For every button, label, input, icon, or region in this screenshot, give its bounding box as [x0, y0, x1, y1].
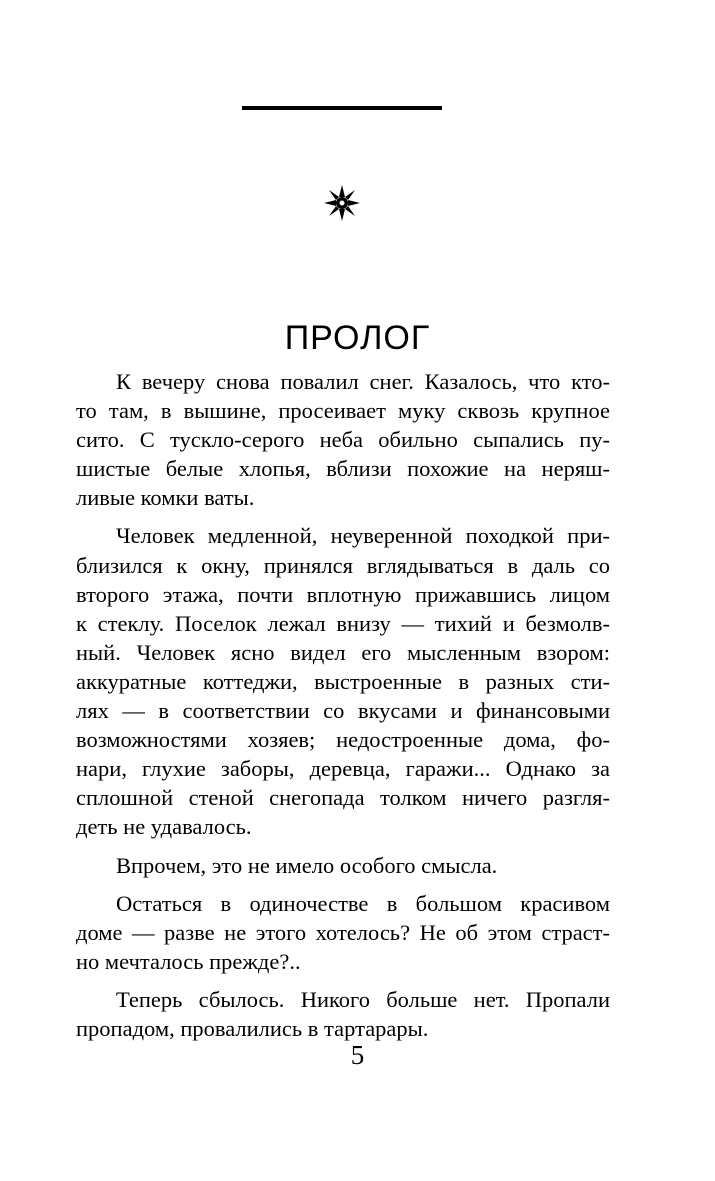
text-line: аккуратные коттеджи, выстроенные в разных сти- — [76, 668, 610, 694]
paragraph — [76, 889, 610, 976]
text-line: Остаться в одиночестве в большом красивом — [116, 890, 610, 916]
paragraph — [76, 367, 610, 512]
paragraph — [76, 521, 610, 841]
text-line: лях — в соответствии со вкусами и финансовыми — [76, 698, 610, 724]
text-line: ный. Человек ясно видел его мысленным взором: — [76, 639, 610, 665]
paragraph — [76, 985, 610, 1043]
text-line: деть не удавалось. — [76, 814, 252, 840]
text-line: сито. С тускло-серого неба обильно сыпались пу- — [76, 427, 610, 453]
text-line: ливые комки ваты. — [76, 485, 255, 511]
text-line: близился к окну, принялся вглядываться в даль со — [76, 552, 610, 578]
text-line: нари, глухие заборы, деревца, гаражи... Однако за — [76, 756, 610, 782]
paragraph — [76, 851, 610, 880]
text-line: пропадом, провалились в тартарары. — [76, 1015, 429, 1041]
asterism-ornament-icon — [322, 183, 362, 223]
prologue-text — [76, 367, 610, 1043]
text-line: шистые белые хлопья, вблизи похожие на неряш- — [76, 456, 610, 482]
text-line: Человек медленной, неуверенной походкой при- — [116, 523, 610, 549]
text-line: Впрочем, это не имело особого смысла. — [116, 852, 498, 878]
text-line: Теперь сбылось. Никого больше нет. Пропали — [116, 986, 610, 1012]
text-line: то там, в вышине, просеивает муку сквозь крупное — [76, 398, 610, 424]
text-line: сплошной стеной снегопада толком ничего разгля- — [76, 785, 610, 811]
text-line: к стеклу. Поселок лежал внизу — тихий и безмолв- — [76, 610, 610, 636]
text-line: возможностями хозяев; недостроенные дома, фо- — [76, 727, 610, 753]
text-line: К вечеру снова повалил снег. Казалось, что кто- — [116, 369, 610, 394]
chapter-title: ПРОЛОГ — [284, 319, 431, 357]
text-line: но мечталось прежде?.. — [76, 948, 301, 974]
text-line: доме — разве не этого хотелось? Не об этом страст- — [76, 919, 610, 945]
text-line: второго этажа, почти вплотную прижавшись лицом — [76, 581, 610, 607]
top-rule-divider — [242, 106, 442, 110]
page-number: 5 — [350, 1040, 365, 1070]
